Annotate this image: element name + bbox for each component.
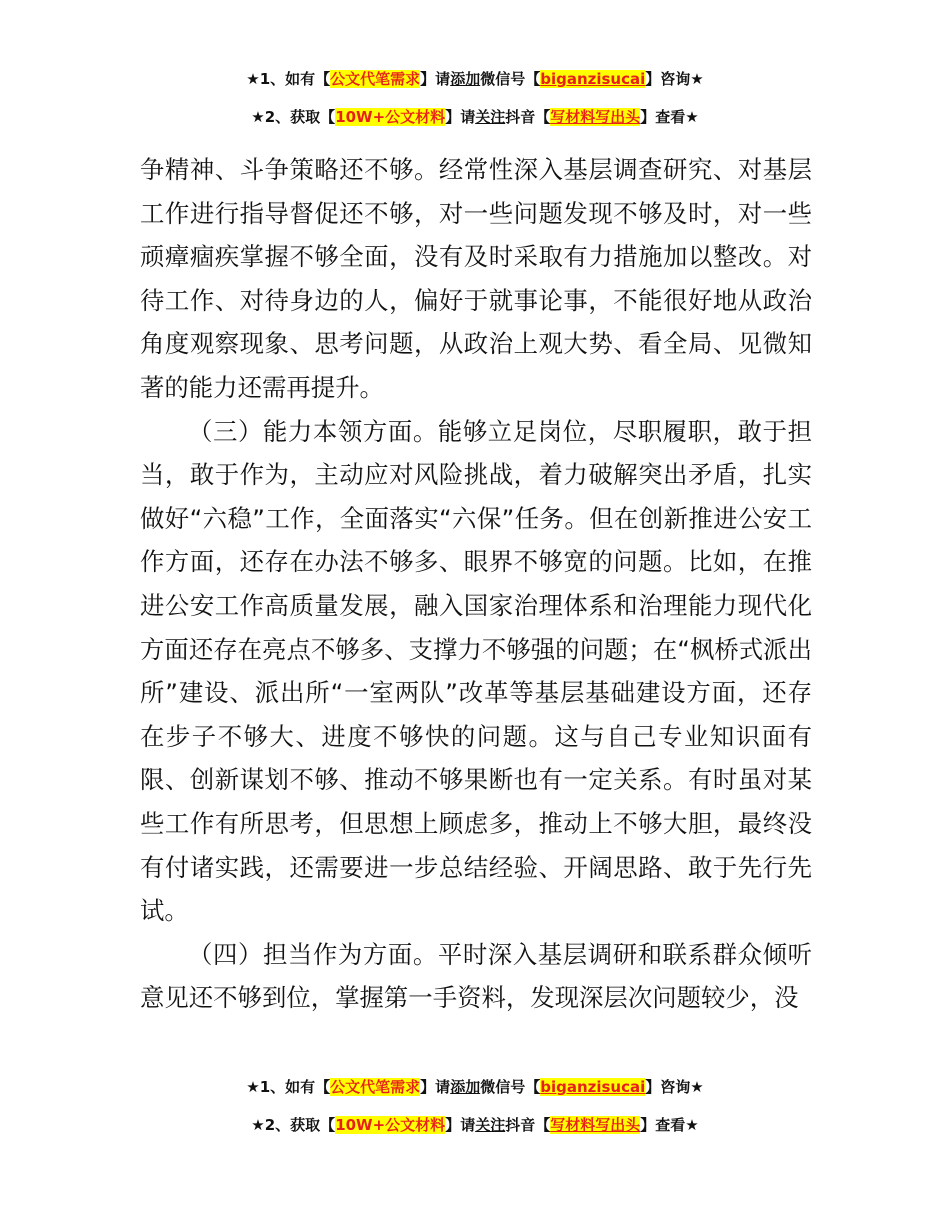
promo-highlight: 10W+公文材料 bbox=[335, 108, 446, 126]
promo-highlight: 公文代笔需求 bbox=[330, 70, 421, 88]
promo-text: 】查看★ bbox=[640, 1116, 699, 1134]
promo-wechat-id: biganzisucai bbox=[540, 70, 646, 88]
promo-highlight: 10W+公文材料 bbox=[335, 1116, 446, 1134]
header-promo-line-1 bbox=[0, 68, 950, 90]
promo-text: 】查看★ bbox=[640, 108, 699, 126]
promo-highlight: 公文代笔需求 bbox=[330, 1078, 421, 1096]
promo-text: ★2、获取【 bbox=[251, 108, 336, 126]
paragraph-continued: 争精神、斗争策略还不够。经常性深入基层调查研究、对基层工作进行指导督促还不够，对一些问题发现不够及时，对一些顽瘴痼疾掌握不够全面，没有及时采取有力措施加以整改。对待工作、对待身边的人，偏好于就事论事，不能很好地从政治角度观察现象、思考问题，从政治上观大势、看全局、见微知著的能力还需再提升。 bbox=[140, 155, 812, 402]
promo-text: ★1、如有【 bbox=[246, 70, 331, 88]
promo-underlined: 添加 bbox=[450, 70, 481, 88]
promo-text: 微信号【 bbox=[480, 70, 541, 88]
promo-text: ★1、如有【 bbox=[246, 1078, 331, 1096]
promo-wechat-id: biganzisucai bbox=[540, 1078, 646, 1096]
promo-douyin-account: 写材料写出头 bbox=[550, 108, 641, 126]
footer-promo-line-1 bbox=[0, 1076, 950, 1098]
promo-text: 抖音【 bbox=[505, 1116, 551, 1134]
footer-promo-line-2 bbox=[0, 1114, 950, 1136]
promo-text: 微信号【 bbox=[480, 1078, 541, 1096]
paragraph-responsibility: （四）担当作为方面。平时深入基层调研和联系群众倾听意见还不够到位，掌握第一手资料，发现深层次问题较少，没 bbox=[140, 939, 812, 1013]
promo-text: 】请 bbox=[420, 70, 451, 88]
promo-text: 抖音【 bbox=[505, 108, 551, 126]
promo-text: 】请 bbox=[420, 1078, 451, 1096]
promo-douyin-account: 写材料写出头 bbox=[550, 1116, 641, 1134]
promo-text: ★2、获取【 bbox=[251, 1116, 336, 1134]
promo-text: 】咨询★ bbox=[645, 1078, 704, 1096]
promo-text: 】请 bbox=[445, 108, 476, 126]
promo-underlined: 添加 bbox=[450, 1078, 481, 1096]
paragraph-ability: （三）能力本领方面。能够立足岗位，尽职履职，敢于担当，敢于作为，主动应对风险挑战，着力破解突出矛盾，扎实做好“六稳”工作，全面落实“六保”任务。但在创新推进公安工作方面，还存在办法不够多、眼界不够宽的问题。比如，在推进公安工作高质量发展，融入国家治理体系和治理能力现代化方面还存在亮点不够多、支撑力不够强的问题；在“枫桥式派出所”建设、派出所“一室两队”改革等基层基础建设方面，还存在步子不够大、进度不够快的问题。这与自己专业知识面有限、创新谋划不够、推动不够果断也有一定关系。有时虽对某些工作有所思考，但思想上顾虑多，推动上不够大胆，最终没有付诸实践，还需要进一步总结经验、开阔思路、敢于先行先试。 bbox=[140, 416, 812, 926]
promo-underlined: 关注 bbox=[475, 1116, 506, 1134]
document-body bbox=[140, 148, 812, 1020]
promo-text: 】咨询★ bbox=[645, 70, 704, 88]
promo-text: 】请 bbox=[445, 1116, 476, 1134]
header-promo-line-2 bbox=[0, 106, 950, 128]
promo-underlined: 关注 bbox=[475, 108, 506, 126]
